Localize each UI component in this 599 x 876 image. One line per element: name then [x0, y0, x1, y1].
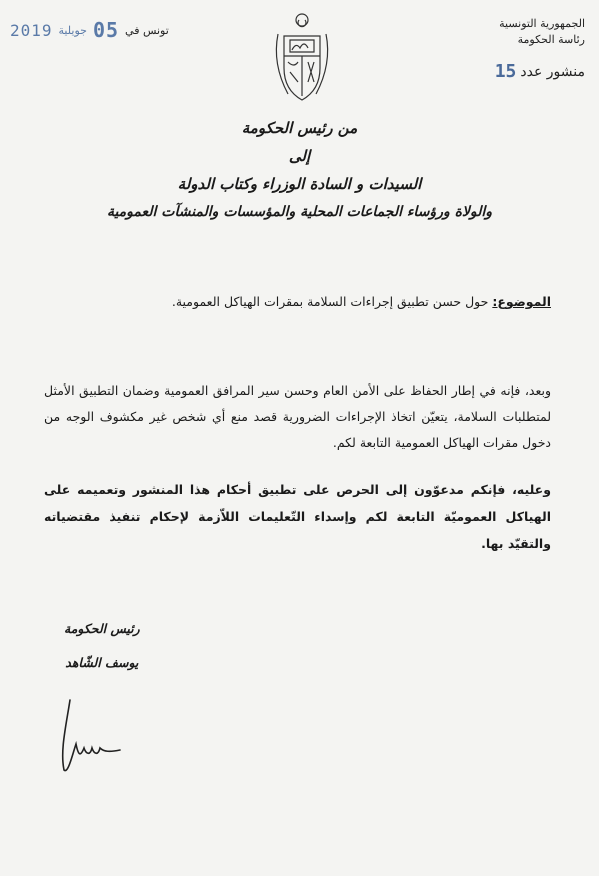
signatory-title: رئيس الحكومة [64, 621, 140, 636]
tunisia-coat-of-arms-icon [270, 10, 334, 106]
from-line: من رئيس الحكومة [241, 119, 358, 137]
circular-reference [494, 61, 585, 82]
office-name: رئاسة الحكومة [517, 33, 585, 46]
circular-number: 15 [494, 61, 517, 82]
signatory-name: يوسف الشّاهد [65, 655, 139, 670]
date-month: جويلية [58, 23, 87, 37]
letterhead [495, 16, 585, 80]
body-paragraph-1: وبعد، فإنه في إطار الحفاظ على الأمن العام وحسن سير المرافق العمومية وضمان التطبيق الأمثل لمتطلبات السلامة، يتعيّن اتخاذ الإجراءات الضرورية قصد منع أي شخص غير مكشوف الوجه من دخول مقرات الهياكل العمومية التابعة لكم. [44, 383, 551, 450]
subject-text: حول حسن تطبيق إجراءات السلامة بمقرات الهياكل العمومية. [171, 294, 489, 309]
circular-label: منشور عدد [520, 64, 585, 80]
subject-line [172, 294, 551, 309]
date-year: 2019 [10, 20, 53, 40]
body-paragraph-2: وعليه، فإنكم مدعوّون إلى الحرص على تطبيق أحكام هذا المنشور وتعميمه على الهياكل العموميّة التابعة لكم وإسداء التّعليمات اللاّزمة لإحكام تنفيذ مقتضياته والتقيّد بها. [44, 482, 551, 551]
date-day: 05 [92, 18, 120, 42]
handwritten-signature-icon [50, 696, 140, 776]
signature-block [64, 612, 140, 680]
addressing-block [0, 114, 599, 226]
date-stamp [10, 18, 169, 42]
recipients-line-1: السيدات و السادة الوزراء وكتاب الدولة [177, 175, 422, 193]
country-name: الجمهورية التونسية [499, 17, 585, 30]
to-line: إلى [288, 147, 311, 165]
letter-body [44, 378, 551, 577]
subject-label: الموضوع: [492, 294, 551, 309]
recipients-line-2: والولاة ورؤساء الجماعات المحلية والمؤسسات والمنشآت العمومية [106, 204, 493, 220]
date-city: تونس في [125, 23, 169, 37]
